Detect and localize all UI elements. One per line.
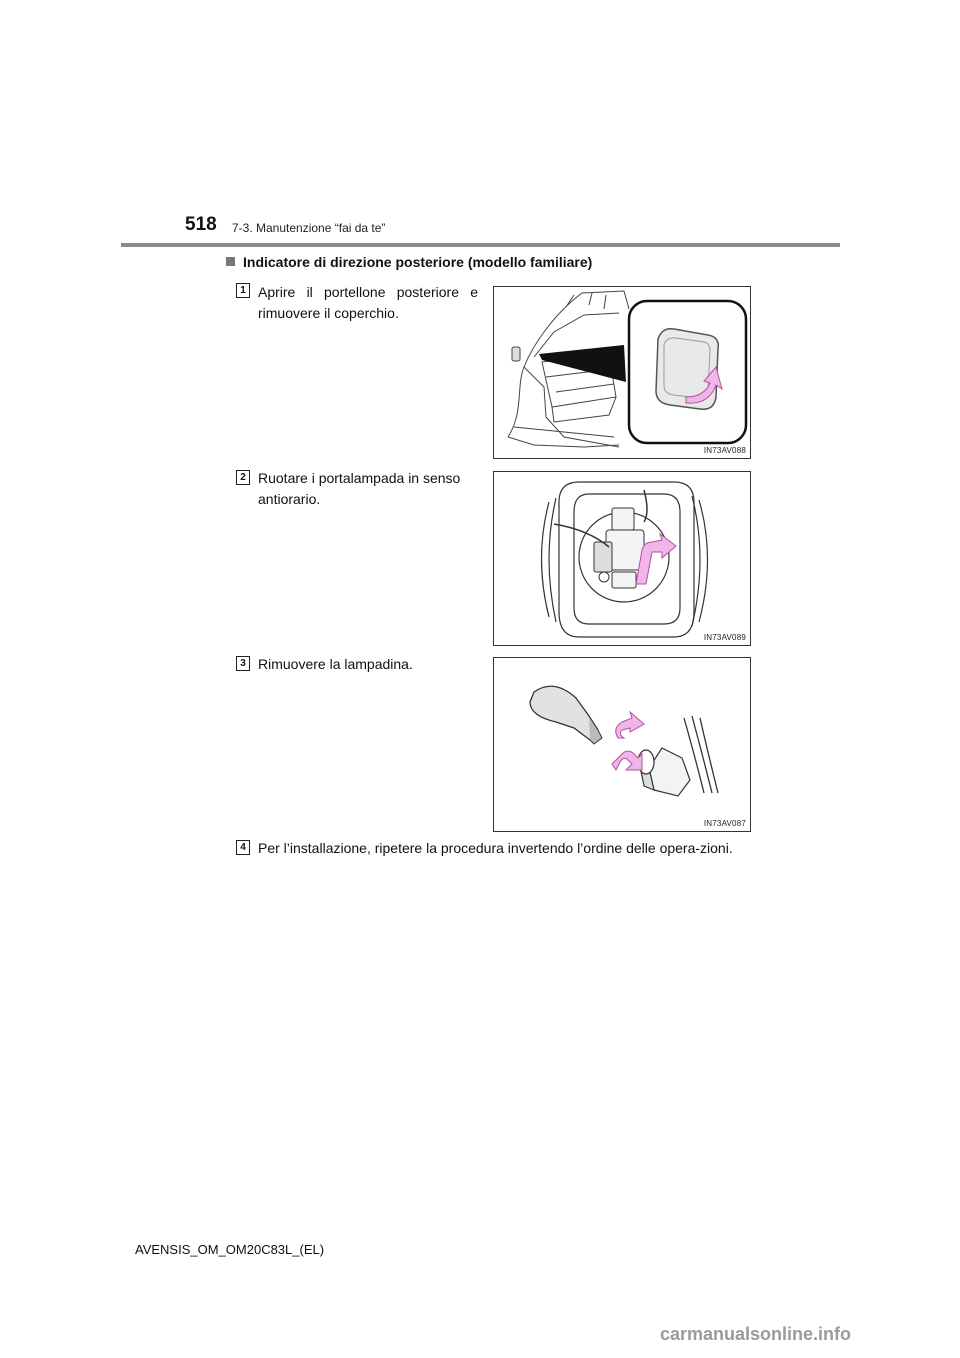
step-number-3: 3 [236, 656, 250, 671]
step-text-1: Aprire il portellone posteriore e rimuovere il coperchio. [258, 284, 478, 321]
step-number-4: 4 [236, 840, 250, 855]
page-number: 518 [185, 214, 217, 235]
figure-code-2: IN73AV089 [703, 633, 746, 642]
bulb-holder-illustration [494, 472, 750, 645]
step-text-3: Rimuovere la lampadina. [258, 656, 413, 672]
step-text-2: Ruotare i portalampada in senso antiorario. [258, 470, 461, 507]
bulb-removal-illustration [494, 658, 750, 831]
section-title: 7-3. Manutenzione “fai da te” [232, 221, 386, 235]
figure-rotate-bulb-holder [493, 471, 751, 646]
step-text-4: Per l’installazione, ripetere la procedura invertendo l’ordine delle opera-zioni. [258, 840, 733, 856]
figure-code-1: IN73AV088 [703, 446, 746, 455]
watermark: carmanualsonline.info [660, 1324, 852, 1344]
tailgate-illustration [494, 287, 750, 458]
section-heading-text: Indicatore di direzione posteriore (modello familiare) [243, 254, 593, 270]
figure-remove-bulb [493, 657, 751, 832]
figure-open-tailgate [493, 286, 751, 459]
square-bullet-icon [226, 257, 235, 266]
step-number-1: 1 [236, 283, 250, 298]
figure-code-3: IN73AV087 [703, 819, 746, 828]
step-number-2: 2 [236, 470, 250, 485]
header-divider [121, 243, 840, 247]
document-footer-code: AVENSIS_OM_OM20C83L_(EL) [135, 1242, 325, 1257]
section-heading [226, 254, 592, 270]
